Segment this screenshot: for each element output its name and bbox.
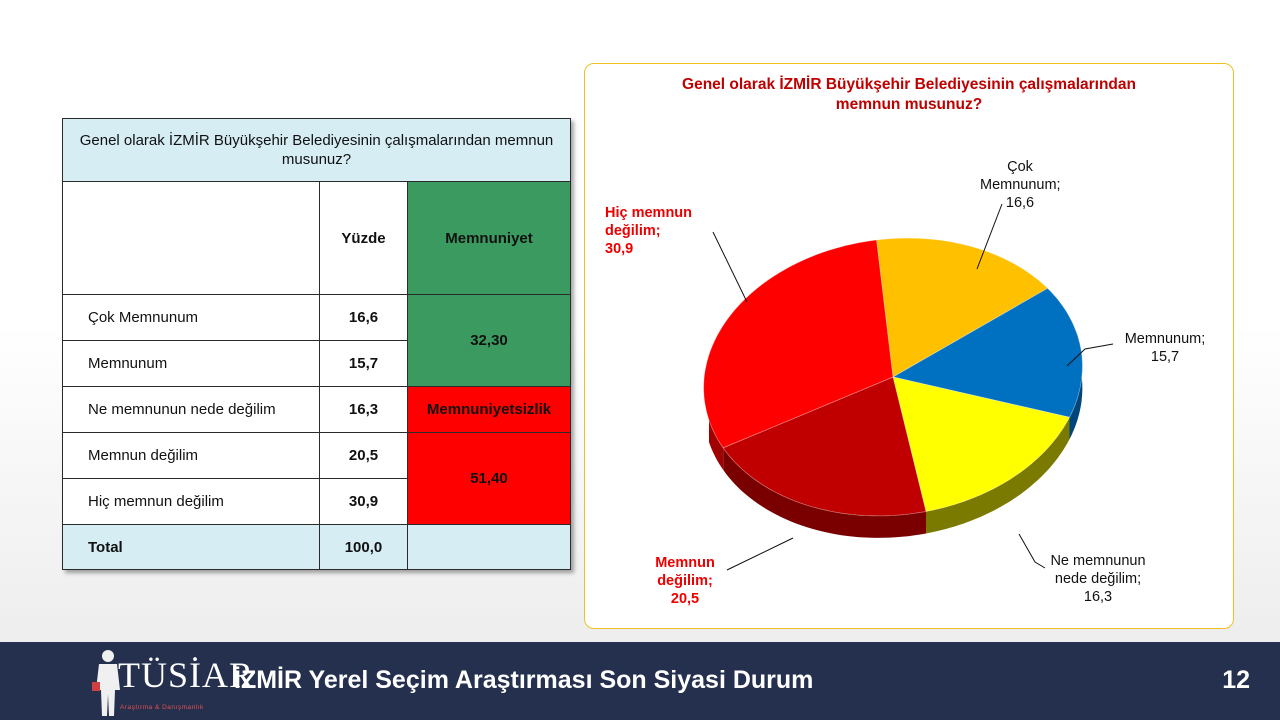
row-label: Ne memnunun nede değilim bbox=[63, 387, 320, 433]
slice-label-name: Memnun değilim; bbox=[655, 555, 715, 589]
row-label: Hiç memnun değilim bbox=[63, 479, 320, 525]
total-label: Total bbox=[63, 525, 320, 570]
slice-label-name: Memnunum; bbox=[1124, 331, 1206, 347]
slice-label-value: 30,9 bbox=[605, 241, 634, 257]
slice-label-value: 15,7 bbox=[1150, 349, 1180, 365]
slice-label-value: 16,3 bbox=[1083, 589, 1113, 605]
slice-label-name: Ne memnunun nede değilim; bbox=[1050, 553, 1146, 587]
logo-subtitle: Araştırma & Danışmanlık bbox=[120, 704, 204, 711]
group-positive-value: 32,30 bbox=[408, 295, 571, 387]
chart-panel bbox=[584, 63, 1234, 629]
slice-label-name: Çok Memnunum; bbox=[980, 159, 1061, 193]
table-row bbox=[63, 387, 571, 433]
row-value: 20,5 bbox=[320, 433, 408, 479]
total-empty-cell bbox=[408, 525, 571, 570]
survey-table bbox=[62, 118, 571, 570]
row-label: Memnun değilim bbox=[63, 433, 320, 479]
total-value: 100,0 bbox=[320, 525, 408, 570]
slice-label-hic-memnun bbox=[605, 204, 715, 258]
page-number: 12 bbox=[1222, 666, 1250, 694]
slice-label-value: 20,5 bbox=[670, 591, 700, 607]
group-neutral-label: Memnuniyetsizlik bbox=[408, 387, 571, 433]
header-empty-cell bbox=[63, 182, 320, 295]
row-value: 16,3 bbox=[320, 387, 408, 433]
leader-line bbox=[727, 538, 793, 570]
footer-bar bbox=[0, 642, 1280, 720]
slice-label-memnun-degilim bbox=[637, 554, 733, 608]
footer-title: İZMİR Yerel Seçim Araştırması Son Siyasi Durum bbox=[234, 666, 814, 694]
leader-line bbox=[713, 232, 747, 302]
total-row bbox=[63, 525, 571, 570]
slice-label-cok-memnunum bbox=[965, 158, 1075, 212]
chart-title: Genel olarak İZMİR Büyükşehir Belediyesinin çalışmalarından memnun musunuz? bbox=[682, 76, 1136, 113]
tusiar-logo bbox=[90, 646, 255, 718]
header-memnuniyet: Memnuniyet bbox=[408, 182, 571, 295]
group-negative-value: 51,40 bbox=[408, 433, 571, 525]
slice-label-ne-memnun bbox=[1033, 552, 1163, 606]
slice-label-name: Hiç memnun değilim; bbox=[605, 205, 693, 239]
header-yuzde: Yüzde bbox=[320, 182, 408, 295]
slice-label-memnunum bbox=[1115, 330, 1215, 366]
slice-label-value: 16,6 bbox=[1005, 195, 1035, 211]
logo-text: TÜSİAR bbox=[118, 655, 255, 695]
table-question: Genel olarak İZMİR Büyükşehir Belediyesinin çalışmalarından memnun musunuz? bbox=[63, 119, 571, 182]
table-row bbox=[63, 433, 571, 479]
row-label: Çok Memnunum bbox=[63, 295, 320, 341]
row-label: Memnunum bbox=[63, 341, 320, 387]
table-row bbox=[63, 295, 571, 341]
row-value: 16,6 bbox=[320, 295, 408, 341]
row-value: 30,9 bbox=[320, 479, 408, 525]
row-value: 15,7 bbox=[320, 341, 408, 387]
